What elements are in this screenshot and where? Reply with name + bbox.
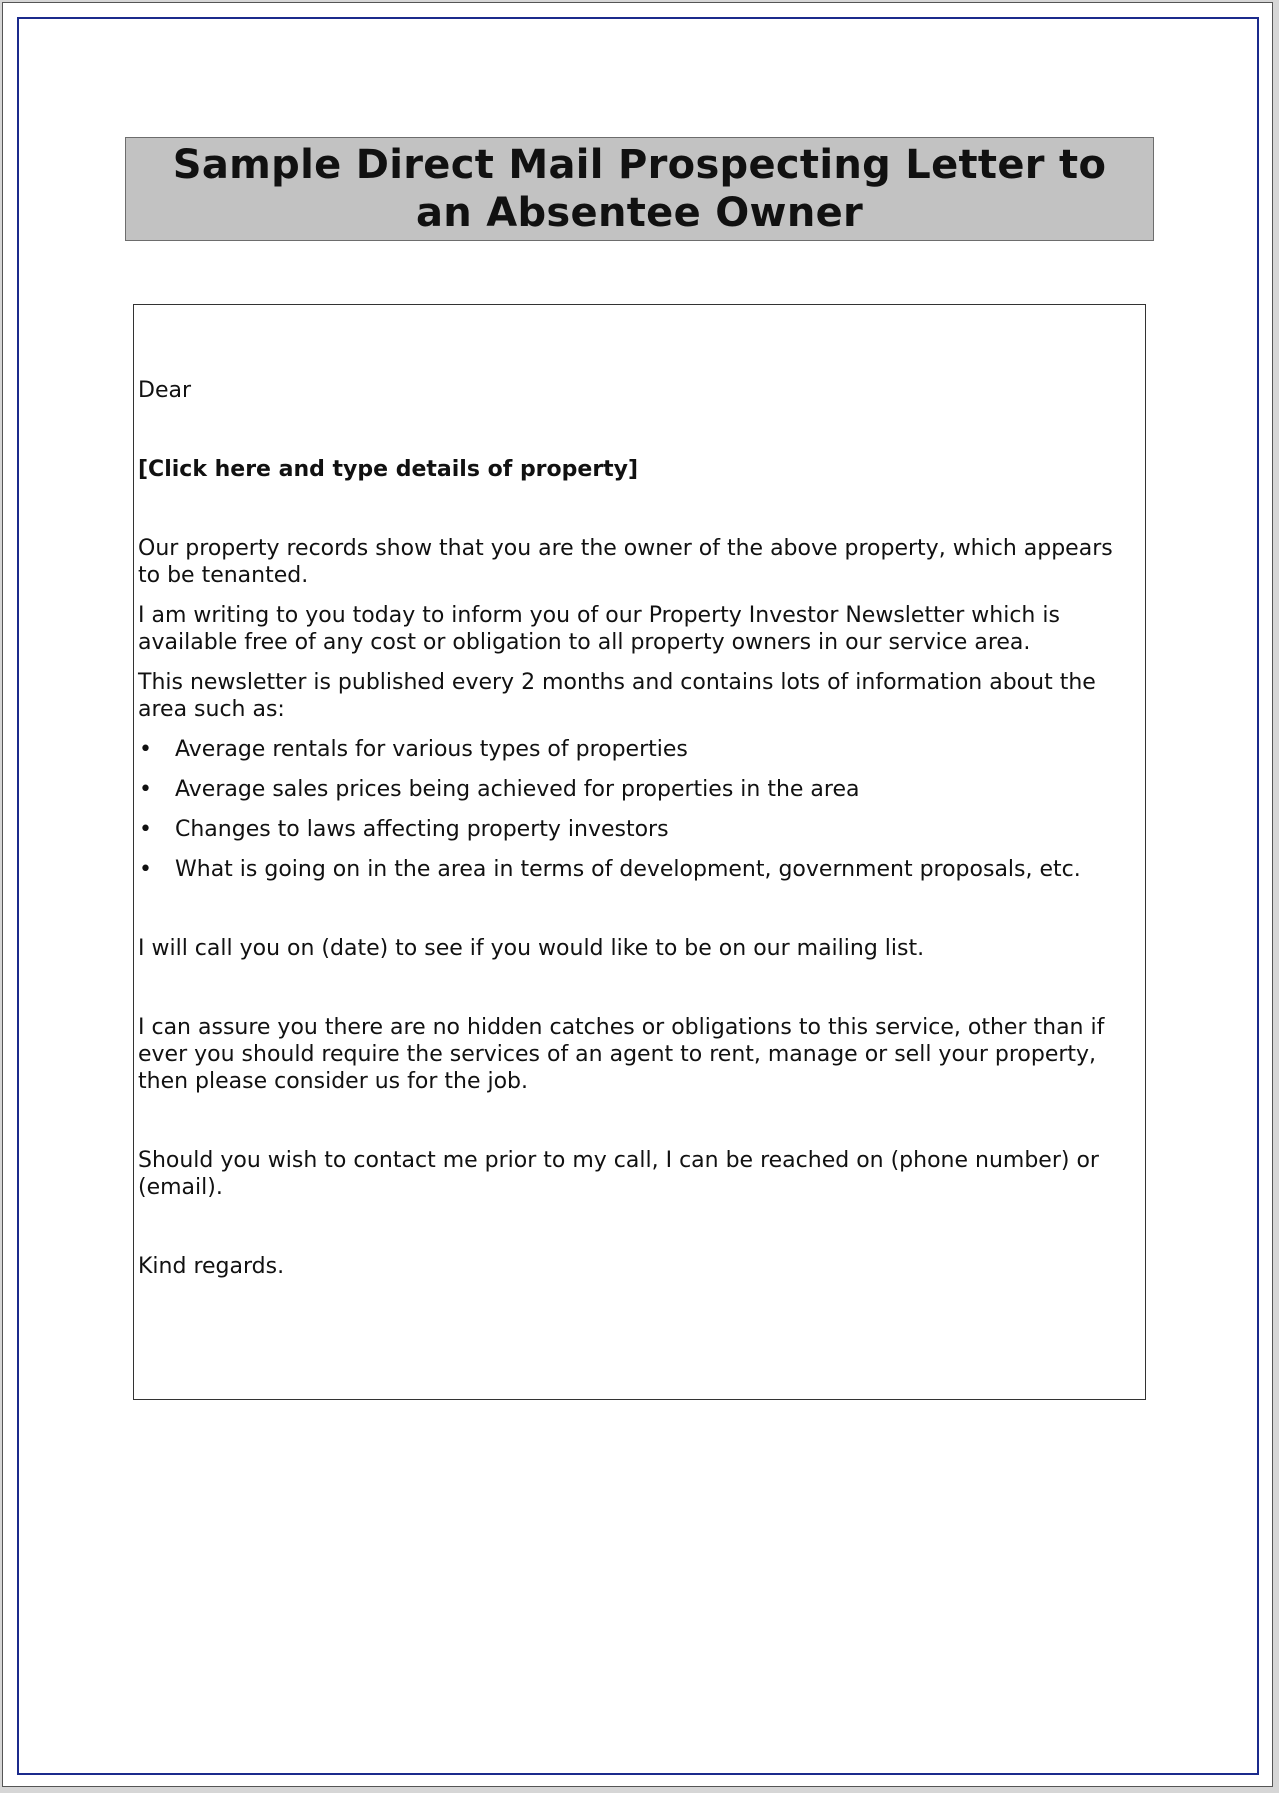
bullet-icon: •	[139, 737, 152, 762]
list-item	[138, 816, 1138, 843]
paragraph-assurance: I can assure you there are no hidden catches or obligations to this service, other than if ever you should require the services of an agent to rent, manage or sell your property, then please consider us for the job.	[138, 1015, 1105, 1094]
bullet-icon: •	[139, 777, 152, 802]
list-item	[138, 856, 1138, 883]
bullet-icon: •	[139, 817, 152, 842]
bullet-icon: •	[139, 857, 152, 882]
paragraph-contact: Should you wish to contact me prior to my call, I can be reached on (phone number) or (email).	[138, 1148, 1099, 1200]
title-banner	[125, 137, 1154, 241]
letter-closing: Kind regards.	[138, 1254, 285, 1279]
list-item	[138, 776, 1138, 803]
newsletter-topics-list	[138, 736, 1138, 883]
list-item-text: Average sales prices being achieved for properties in the area	[175, 777, 860, 802]
list-item-text: Average rentals for various types of properties	[175, 737, 688, 762]
paragraph-call-date: I will call you on (date) to see if you would like to be on our mailing list.	[138, 936, 925, 961]
list-item	[138, 736, 1138, 763]
paragraph-contents: This newsletter is published every 2 months and contains lots of information about the area such as:	[138, 670, 1096, 722]
list-item-text: Changes to laws affecting property investors	[175, 817, 669, 842]
paragraph-newsletter: I am writing to you today to inform you of our Property Investor Newsletter which is available free of any cost or obligation to all property owners in our service area.	[138, 603, 1060, 655]
letter-frame	[133, 304, 1146, 1400]
page-title: Sample Direct Mail Prospecting Letter to an Absentee Owner	[172, 142, 1107, 236]
letter-greeting: Dear	[138, 378, 192, 403]
list-item-text: What is going on in the area in terms of development, government proposals, etc.	[175, 857, 1081, 882]
property-details-field[interactable]: [Click here and type details of property]	[138, 457, 639, 482]
paragraph-ownership: Our property records show that you are the owner of the above property, which appears to be tenanted.	[138, 536, 1113, 588]
letter-body	[138, 377, 1138, 1280]
